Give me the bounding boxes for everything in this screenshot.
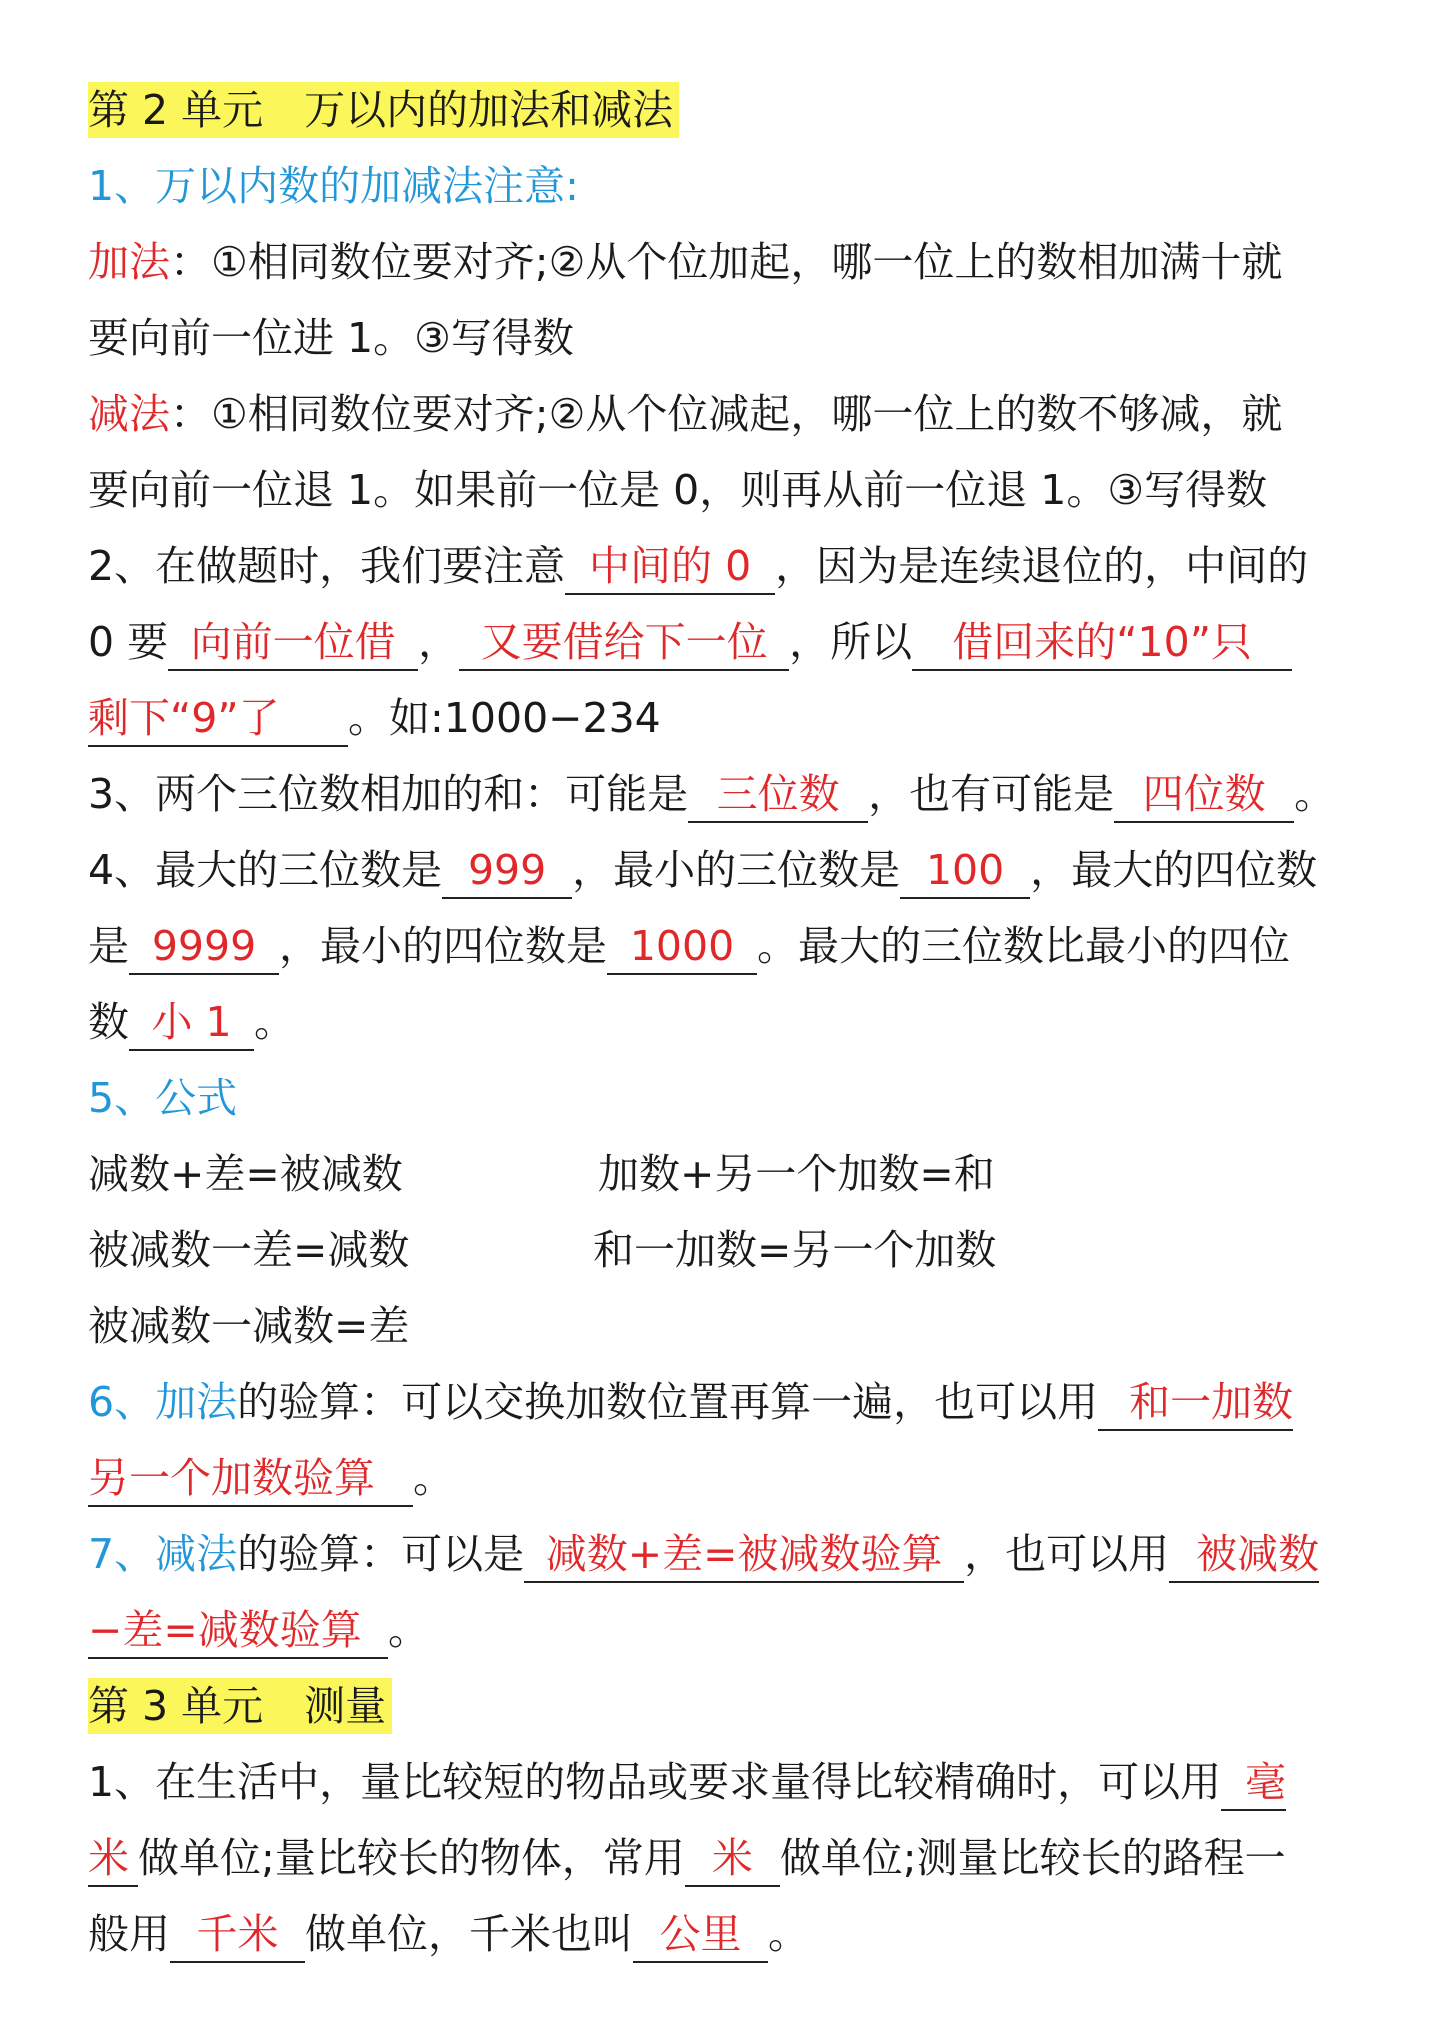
s4-blank1: 999 xyxy=(442,843,572,899)
s7-text3: 。 xyxy=(388,1606,429,1654)
u3-s1-blank1b: 米 xyxy=(88,1831,138,1887)
s2-text6: 。如:1000−234 xyxy=(348,694,661,742)
subtraction-label: 减法 xyxy=(88,390,170,438)
u3-s1-text5: 做单位，千米也叫 xyxy=(305,1910,633,1958)
s4-text8: 。 xyxy=(254,998,295,1046)
s2-blank4a: 借回来的“10”只 xyxy=(912,615,1292,671)
s4-text5: ，最小的四位数是 xyxy=(279,922,607,970)
s4-blank4: 1000 xyxy=(607,919,757,975)
s2-line2 xyxy=(88,604,1360,680)
addition-text1: ：①相同数位要对齐;②从个位加起，哪一位上的数相加满十就 xyxy=(170,238,1283,286)
s1-addition-line1 xyxy=(88,224,1360,300)
subtraction-text1: ：①相同数位要对齐;②从个位减起，哪一位上的数不够减，就 xyxy=(170,390,1283,438)
s7-blank2b: −差=减数验算 xyxy=(88,1603,388,1659)
s2-blank1: 中间的 0 xyxy=(565,539,775,595)
s3-line1 xyxy=(88,756,1360,832)
u3-s1-text3: 做单位;测量比较长的路程一 xyxy=(779,1834,1286,1882)
u3-s1-text6: 。 xyxy=(768,1910,809,1958)
s1-title: 1、万以内数的加减法注意: xyxy=(88,162,579,210)
s7-line1 xyxy=(88,1516,1360,1592)
s2-text2: ，因为是连续退位的，中间的 xyxy=(775,542,1309,590)
s7-number: 7、 xyxy=(88,1530,156,1578)
s2-blank4b: 剩下“9”了 xyxy=(88,691,348,747)
u3-s1-text2: 做单位;量比较长的物体，常用 xyxy=(138,1834,685,1882)
s2-blank3: 又要借给下一位 xyxy=(459,615,789,671)
s7-line2 xyxy=(88,1592,1360,1668)
s1-subtraction-line1 xyxy=(88,376,1360,452)
s7-text1: 的验算：可以是 xyxy=(237,1530,525,1578)
s5-title: 5、公式 xyxy=(88,1074,238,1122)
s6-text1: 的验算：可以交换加数位置再算一遍，也可以用 xyxy=(237,1378,1099,1426)
s3-blank2: 四位数 xyxy=(1114,767,1294,823)
s2-line3 xyxy=(88,680,1360,756)
s4-text6: 。最大的三位数比最小的四位 xyxy=(757,922,1290,970)
u3-s1-blank1a: 毫 xyxy=(1221,1755,1286,1811)
s4-line1 xyxy=(88,832,1360,908)
s7-blank2a: 被减数 xyxy=(1169,1527,1319,1583)
s2-text4: ， xyxy=(418,618,460,666)
s3-blank1: 三位数 xyxy=(688,767,868,823)
s5-formula-row3 xyxy=(88,1288,1360,1364)
unit3-heading: 第 3 单元 测量 xyxy=(88,1678,392,1734)
s6-line2 xyxy=(88,1440,1360,1516)
s2-line1 xyxy=(88,528,1360,604)
s7-text2: ，也可以用 xyxy=(964,1530,1170,1578)
u3-s1-text4: 般用 xyxy=(88,1910,170,1958)
s4-text4: 是 xyxy=(88,922,129,970)
s7-blank1: 减数+差=被减数验算 xyxy=(524,1527,964,1583)
s4-text1: 4、最大的三位数是 xyxy=(88,846,443,894)
s6-line1 xyxy=(88,1364,1360,1440)
s4-text2: ，最小的三位数是 xyxy=(572,846,901,894)
s1-addition-line2: 要向前一位进 1。③写得数 xyxy=(88,314,574,362)
formula-4: 和一加数=另一个加数 xyxy=(593,1226,997,1274)
s5-formula-row2 xyxy=(88,1212,1360,1288)
unit2-heading: 第 2 单元 万以内的加法和减法 xyxy=(88,82,679,138)
u3-s1-line1 xyxy=(88,1744,1360,1820)
s4-blank5: 小 1 xyxy=(129,995,254,1051)
s6-blank1b: 另一个加数验算 xyxy=(88,1451,413,1507)
formula-2: 加数+另一个加数=和 xyxy=(598,1150,995,1198)
s1-subtraction-line2: 要向前一位退 1。如果前一位是 0，则再从前一位退 1。③写得数 xyxy=(88,466,1268,514)
u3-s1-line2 xyxy=(88,1820,1360,1896)
addition-label: 加法 xyxy=(88,238,170,286)
s6-label: 加法 xyxy=(155,1378,238,1426)
s5-formula-row1 xyxy=(88,1136,1360,1212)
u3-s1-line3 xyxy=(88,1896,1360,1972)
s2-text5: ，所以 xyxy=(789,618,913,666)
s4-text7: 数 xyxy=(88,998,129,1046)
s6-text2: 。 xyxy=(413,1454,454,1502)
formula-3: 被减数一差=减数 xyxy=(88,1226,410,1274)
u3-s1-blank4: 公里 xyxy=(633,1907,768,1963)
s7-label: 减法 xyxy=(155,1530,238,1578)
s4-line3 xyxy=(88,984,1360,1060)
s4-blank3: 9999 xyxy=(129,919,279,975)
s3-text3: 。 xyxy=(1294,770,1336,818)
s6-blank1a: 和一加数 xyxy=(1098,1375,1293,1431)
unit2-heading-line xyxy=(88,72,1360,148)
s3-text1: 3、两个三位数相加的和：可能是 xyxy=(88,770,689,818)
s2-text3: 0 要 xyxy=(88,618,169,666)
s4-blank2: 100 xyxy=(900,843,1030,899)
s6-number: 6、 xyxy=(88,1378,156,1426)
formula-1: 减数+差=被减数 xyxy=(88,1150,403,1198)
s2-blank2: 向前一位借 xyxy=(168,615,418,671)
s4-line2 xyxy=(88,908,1360,984)
formula-5: 被减数一减数=差 xyxy=(88,1302,410,1350)
u3-s1-blank3: 千米 xyxy=(170,1907,305,1963)
document-page xyxy=(88,72,1360,1972)
u3-s1-blank2: 米 xyxy=(685,1831,780,1887)
s2-text1: 2、在做题时，我们要注意 xyxy=(88,542,566,590)
unit3-heading-line xyxy=(88,1668,1360,1744)
s3-text2: ，也有可能是 xyxy=(868,770,1115,818)
u3-s1-text1: 1、在生活中，量比较短的物品或要求量得比较精确时，可以用 xyxy=(88,1758,1222,1806)
s4-text3: ，最大的四位数 xyxy=(1030,846,1318,894)
